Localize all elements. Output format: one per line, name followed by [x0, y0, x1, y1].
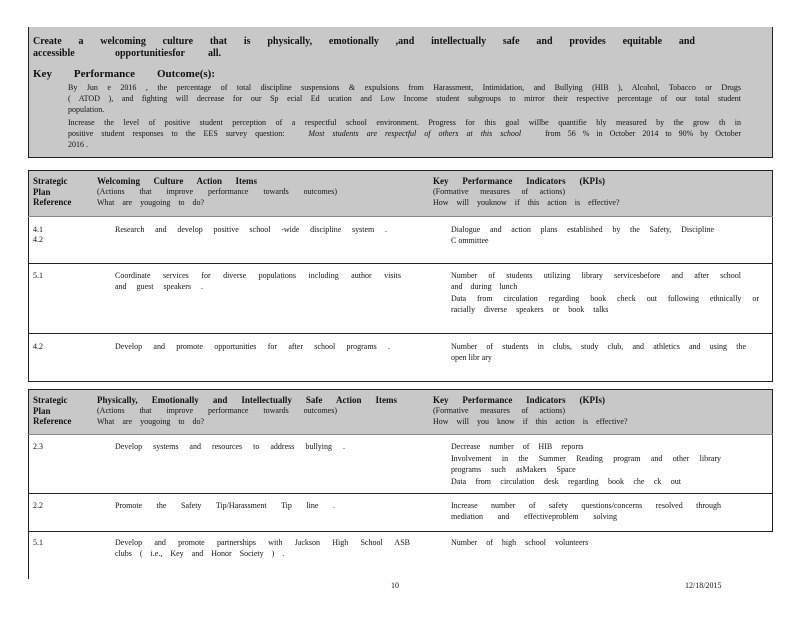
goal-statement-line2a: accessible: [33, 48, 75, 59]
action-item: Promote the Safety Tip/Harassment Tip line .: [115, 501, 335, 510]
table-row-ref: 2.3: [33, 442, 43, 451]
kpi-item: Dialogue and action plans established by the Safety, Discipline: [451, 225, 714, 234]
kpi-item-line2: and during lunch: [451, 282, 518, 291]
table-row-ref: 4.2: [33, 342, 43, 351]
header-text: Reference: [33, 197, 72, 207]
table-row-ref: 2.2: [33, 501, 43, 510]
s1-kpi-header: Key Performance Indicators (KPIs): [433, 176, 605, 186]
s1-ref-header: [33, 176, 71, 208]
ref-text: 4.2: [33, 234, 43, 244]
action-item-line2: and guest speakers .: [115, 282, 203, 291]
kpi-item: Number of students utilizing library servicesbefore and after school: [451, 271, 741, 280]
outcome-2-line2c: from 56 % in October 2014 to 90% by October: [545, 129, 741, 138]
s2-kpi-header: Key Performance Indicators (KPIs): [433, 395, 605, 405]
kpi-item: Data from circulation regarding book check out following ethnically or: [451, 294, 759, 303]
s1-action-subheader: (Actions that improve performance towards outcomes): [97, 187, 337, 196]
page-number: 10: [391, 581, 399, 590]
kpi-item-line2: mediation and effectiveproblem solving: [451, 512, 617, 521]
outcome-2-line2: [68, 129, 741, 139]
header-text: Reference: [33, 416, 72, 426]
outcome-2-line2a: positive student responses to the EES survey question:: [68, 129, 285, 138]
outcome-1-line3: population.: [68, 105, 105, 114]
action-item: Coordinate services for diverse populations including author visits: [115, 271, 401, 280]
action-item-line2: clubs ( i.e., Key and Honor Society ) .: [115, 549, 285, 558]
table-row-ref: [33, 225, 43, 244]
s1-action-question: What are yougoing to do?: [97, 198, 205, 207]
table-row-ref: 5.1: [33, 538, 43, 547]
table-row-ref: 5.1: [33, 271, 43, 280]
goal-statement: Create a welcoming culture that is physically, emotionally ,and intellectually safe and provides equitable and: [33, 36, 695, 47]
s2-action-header: Physically, Emotionally and Intellectually Safe Action Items: [97, 395, 397, 405]
s1-kpi-subheader: (Formative measures of actions): [433, 187, 565, 196]
goal-statement-line2c: all.: [208, 48, 222, 59]
s2-action-subheader: (Actions that improve performance towards outcomes): [97, 406, 337, 415]
header-text: Strategic: [33, 176, 68, 186]
s2-action-question: What are yougoing to do?: [97, 417, 205, 426]
header-text: Strategic: [33, 395, 68, 405]
s2-kpi-subheader: (Formative measures of actions): [433, 406, 565, 415]
s2-ref-header: [33, 395, 71, 427]
kpi-item: Decrease number of HIB reports: [451, 442, 584, 451]
outcome-2-quote: Most students are respectful of others at this school: [308, 129, 522, 138]
goal-statement-line2b: opportunitiesfor: [115, 48, 185, 59]
header-text: Plan: [33, 186, 51, 197]
footer-date: 12/18/2015: [685, 581, 722, 590]
kpi-item: Increase number of safety questions/concerns resolved through: [451, 501, 721, 510]
s1-kpi-question: How will youknow if this action is effective?: [433, 198, 620, 207]
kpi-item: Involvement in the Summer Reading program and other library: [451, 454, 721, 463]
action-item: Research and develop positive school -wide discipline system .: [115, 225, 387, 234]
outcome-2: Increase the level of positive student perception of a respectful school environment. Progress for this goal willbe quantifie bly measured by the grow th in: [68, 118, 741, 127]
action-item: Develop systems and resources to address bullying .: [115, 442, 345, 451]
s2-kpi-question: How will you know if this action is effective?: [433, 417, 628, 426]
outcome-2-line3: 2016 .: [68, 140, 88, 149]
outcome-1-line2: ( ATOD ), and fighting will decrease for our Sp ecial Ed ucation and Low Income student subgroups to mirror their respective percentage of our total student: [68, 94, 741, 103]
s1-action-header: Welcoming Culture Action Items: [97, 176, 257, 186]
kpi-item-line2: C ommittee: [451, 236, 489, 245]
action-item: Develop and promote partnerships with Jackson High School ASB: [115, 538, 410, 547]
kpi-item-line2: programs such asMakers Space: [451, 465, 576, 474]
kpi-item-line2: open libr ary: [451, 353, 492, 362]
header-text: Plan: [33, 405, 51, 416]
kpo-heading: Key Performance Outcome(s):: [33, 68, 215, 80]
action-item: Develop and promote opportunities for after school programs .: [115, 342, 390, 351]
kpi-item: Number of high school volunteers: [451, 538, 589, 547]
kpi-item: Number of students in clubs, study club, and athletics and using the: [451, 342, 746, 351]
kpi-item: Data from circulation desk regarding book che ck out: [451, 477, 681, 486]
kpi-item-line2: racially diverse speakers or book talks: [451, 305, 609, 314]
ref-text: 4.1: [33, 225, 43, 234]
outcome-1: By Jun e 2016 , the percentage of total discipline suspensions & expulsions from Harassment, Intimidation, and Bullying (HIB ), Alcohol, Tobacco or Drugs: [68, 83, 741, 92]
